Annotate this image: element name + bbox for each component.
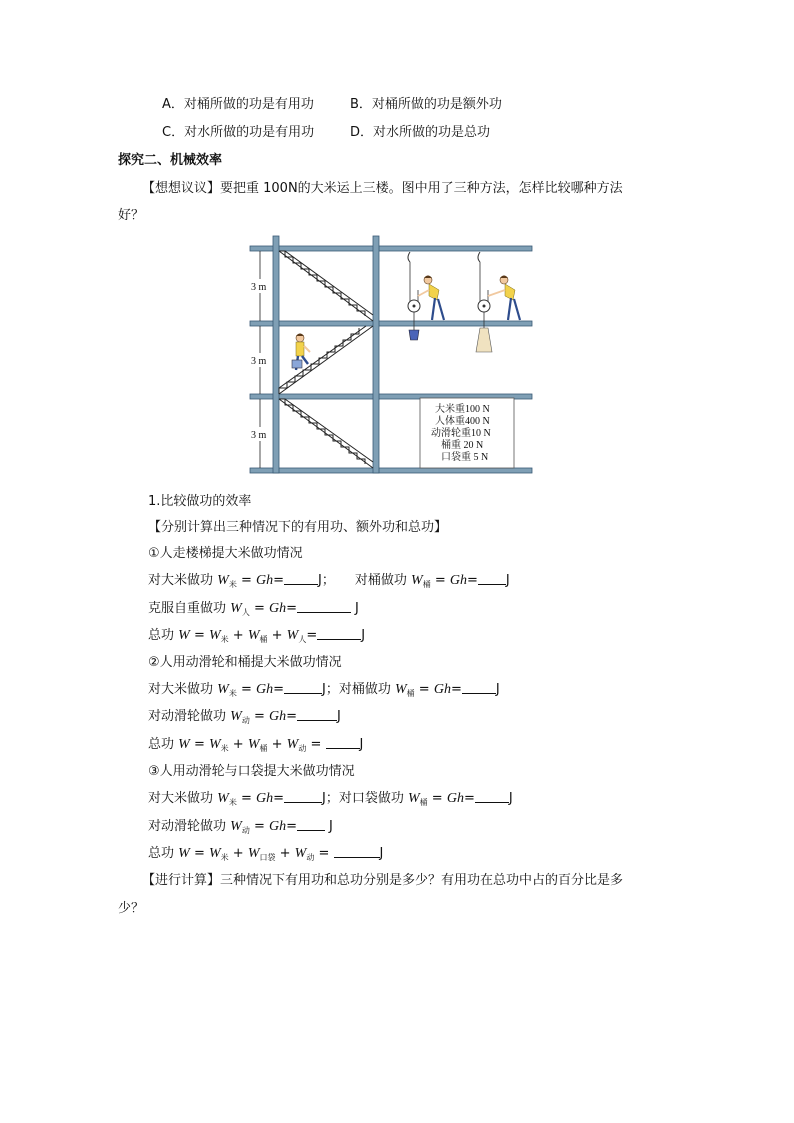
intro-line-2: 好？ — [118, 208, 145, 223]
case2-pulley-line: 对动滑轮做功 $W_动 = Gh= J$ — [148, 709, 341, 725]
case1-rice-line: 对大米做功 $W_米 = Gh= J$； 对桶做功 $W_桶 = Gh= J$ — [148, 573, 510, 589]
height-label-top: 3 m — [251, 282, 267, 293]
height-label-middle: 3 m — [251, 356, 267, 367]
blank[interactable] — [462, 681, 496, 694]
info-bucket-weight: 桶重 20 N — [441, 440, 484, 451]
case3-pulley-line: 对动滑轮做功 $W_动 = Gh= J$ — [148, 819, 333, 835]
blank[interactable] — [284, 572, 318, 585]
floor-middle — [250, 321, 532, 326]
case2-total-line: 总功 $W = W_米 + W_桶 + W_动 = J$ — [148, 737, 364, 753]
question-line-1: 【进行计算】三种情况下有用功和总功分别是多少？有用功在总功中占的百分比是多 — [142, 873, 624, 888]
info-rice-weight: 大米重100 N — [435, 404, 490, 415]
compare-title: 1.比较做功的效率 — [148, 494, 252, 509]
calc-header: 【分别计算出三种情况下的有用功、额外功和总功】 — [148, 520, 448, 535]
intro-line-1: 【想想议议】要把重 100N的大米运上三楼。图中用了三种方法，怎样比较哪种方法 — [142, 181, 623, 196]
blank[interactable] — [478, 572, 506, 585]
blank[interactable] — [334, 845, 380, 858]
case3-total-line: 总功 $W = W_米 + W_{口袋} + W_动 = J$ — [148, 846, 384, 862]
case3-rice-line: 对大米做功 $W_米 = Gh= J$；对口袋做功 $W_桶 = Gh= J$ — [148, 791, 513, 807]
blank[interactable] — [326, 736, 360, 749]
case2-title: ②人用动滑轮和桶提大米做功情况 — [148, 655, 342, 670]
case3-title: ③人用动滑轮与口袋提大米做功情况 — [148, 764, 355, 779]
bag-icon — [476, 328, 492, 352]
case1-title: ①人走楼梯提大米做功情况 — [148, 546, 303, 561]
option-b: B．对桶所做的功是额外功 — [350, 97, 502, 112]
case1-total-line: 总功 $W = W_米 + W_桶 + W_人= J$ — [148, 628, 366, 644]
pulley-bag-setup — [476, 252, 520, 352]
info-pulley-weight: 动滑轮重10 N — [431, 428, 491, 439]
info-bag-weight: 口袋重 5 N — [441, 452, 489, 463]
floor-ground — [250, 468, 532, 473]
option-d: D．对水所做的功是总功 — [350, 125, 491, 140]
staircase — [279, 251, 373, 468]
blank[interactable] — [297, 600, 351, 613]
three-methods-figure — [248, 234, 538, 479]
person-on-stairs-icon — [292, 334, 310, 371]
blank[interactable] — [297, 708, 337, 721]
question-line-2: 少？ — [118, 901, 145, 916]
blank[interactable] — [317, 627, 361, 640]
blank[interactable] — [284, 681, 322, 694]
pulley-bucket-setup — [408, 252, 444, 340]
case2-rice-line: 对大米做功 $W_米 = Gh= J$；对桶做功 $W_桶 = Gh= J$ — [148, 682, 500, 698]
option-c: C．对水所做的功是有用功 — [162, 125, 315, 140]
blank[interactable] — [475, 790, 509, 803]
bucket-icon — [409, 330, 419, 340]
column-left — [273, 236, 279, 473]
height-label-bottom: 3 m — [251, 430, 267, 441]
case1-self-line: 克服自重做功 $W_人 = Gh= J$ — [148, 601, 359, 617]
column-right — [373, 236, 379, 473]
section-title: 探究二、机械效率 — [118, 153, 223, 168]
floor-top — [250, 246, 532, 251]
blank[interactable] — [284, 790, 322, 803]
info-person-weight: 人体重400 N — [435, 416, 490, 427]
blank[interactable] — [297, 818, 325, 831]
option-a: A．对桶所做的功是有用功 — [162, 97, 314, 112]
